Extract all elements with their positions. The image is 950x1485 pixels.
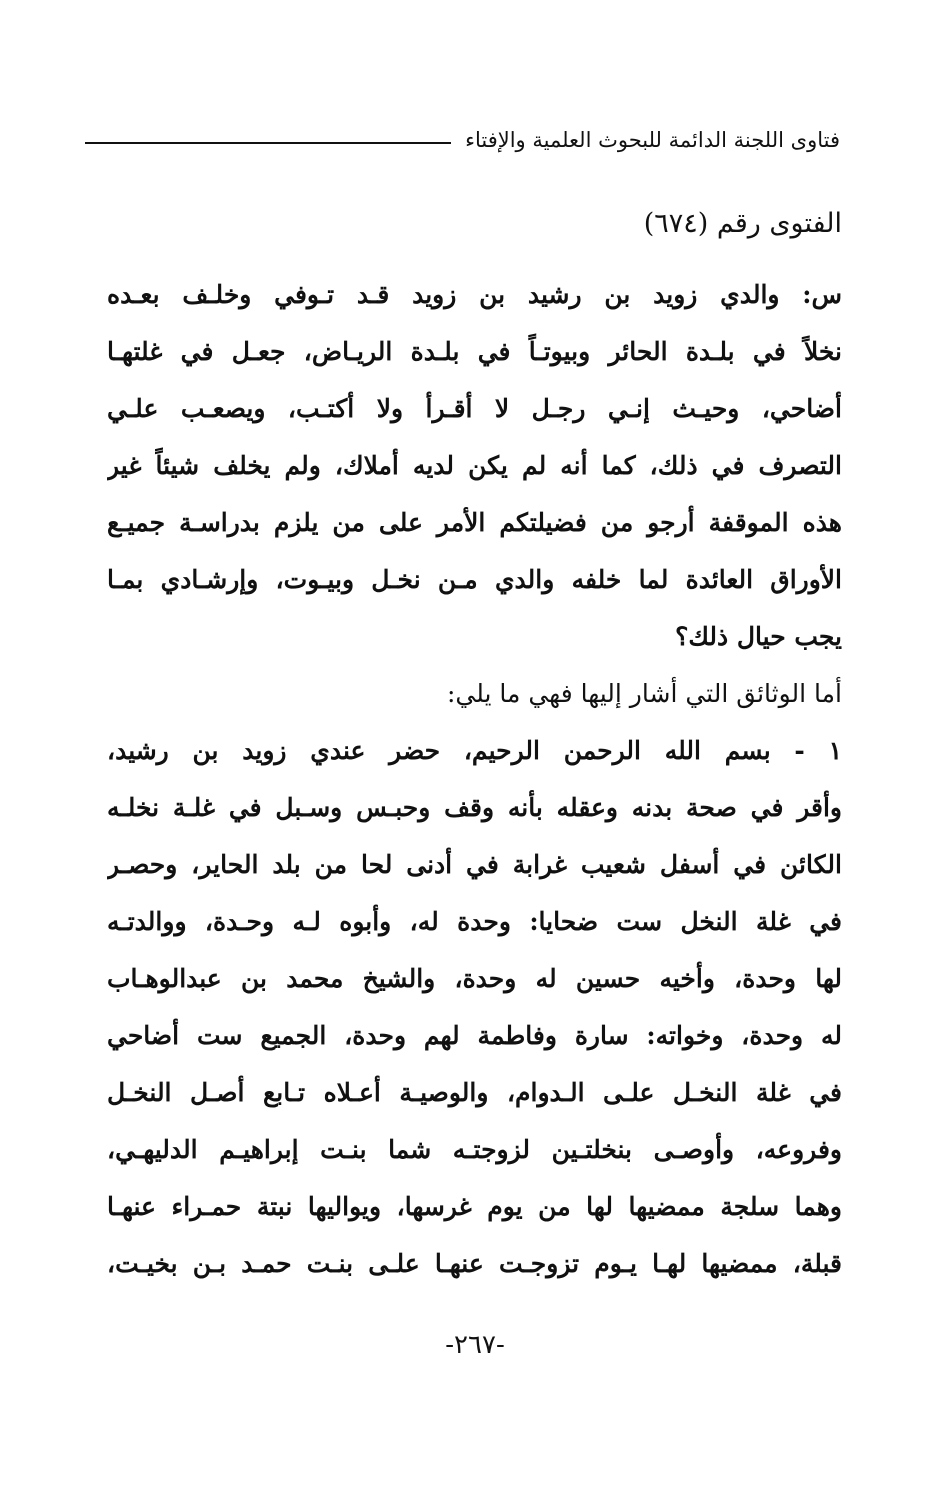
header-rule xyxy=(85,142,451,144)
text-line: أضاحي، وحيـث إنـي رجـل لا أقـرأ ولا أكتـب، ويصعـب علـي xyxy=(107,394,842,423)
text-line: قبلة، ممضيها لهـا يـوم تزوجـت عنهـا علـى بنـت حمـد بـن بخيـت، xyxy=(107,1249,842,1278)
running-header-title: فتاوى اللجنة الدائمة للبحوث العلمية والإفتاء xyxy=(465,128,840,152)
document-paragraph xyxy=(107,722,842,1292)
text-line: لها وحدة، وأخيه حسين له وحدة، والشيخ محمد بن عبدالوهـاب xyxy=(107,964,842,993)
text-line: الأوراق العائدة لما خلفه والدي مـن نخـل وبيـوت، وإرشـادي بمـا xyxy=(107,565,842,594)
text-line: س: والدي زويد بن رشيد بن زويد قـد تـوفي وخلـف بعـده xyxy=(107,280,842,309)
text-line: التصرف في ذلك، كما أنه لم يكن لديه أملاك، ولم يخلف شيئاً غير xyxy=(107,451,842,480)
text-line: وفروعه، وأوصـى بنخلتـين لزوجتـه شما بنـت إبراهيـم الدليهـي، xyxy=(107,1135,842,1164)
text-line: الكائن في أسفل شعيب غرابة في أدنى لحا من بلد الحاير، وحصـر xyxy=(107,850,842,879)
question-paragraph xyxy=(107,266,842,665)
text-line: وأقر في صحة بدنه وعقله بأنه وقف وحبـس وسـبل في غلـة نخلـه xyxy=(107,793,842,822)
text-line: في غلة النخـل علـى الـدوام، والوصيـة أعـلاه تـابع أصـل النخـل xyxy=(107,1078,842,1107)
body-text xyxy=(107,196,842,1292)
text-line: ١ - بسم الله الرحمن الرحيم، حضر عندي زويد بن رشيد، xyxy=(107,736,842,765)
page-number: -٢٦٧- xyxy=(445,1330,505,1360)
fatwa-heading: الفتوى رقم (٦٧٤) xyxy=(643,208,842,239)
running-header xyxy=(85,120,840,160)
text-line: هذه الموقفة أرجو من فضيلتكم الأمر على من يلزم بدراسـة جميـع xyxy=(107,508,842,537)
text-line: نخلاً في بلـدة الحائر وبيوتـاً في بلـدة الريـاض، جعـل في غلتهـا xyxy=(107,337,842,366)
text-line: في غلة النخل ست ضحايا: وحدة له، وأبوه لـه وحـدة، ووالدتـه xyxy=(107,907,842,936)
text-line: له وحدة، وخواته: سارة وفاطمة لهم وحدة، الجميع ست أضاحي xyxy=(107,1021,842,1050)
intro-line: أما الوثائق التي أشار إليها فهي ما يلي: xyxy=(446,679,842,708)
text-line: يجب حيال ذلك؟ xyxy=(675,622,842,651)
text-line: وهما سلجة ممضيها لها من يوم غرسها، ويواليها نبتة حمـراء عنهـا xyxy=(107,1192,842,1221)
